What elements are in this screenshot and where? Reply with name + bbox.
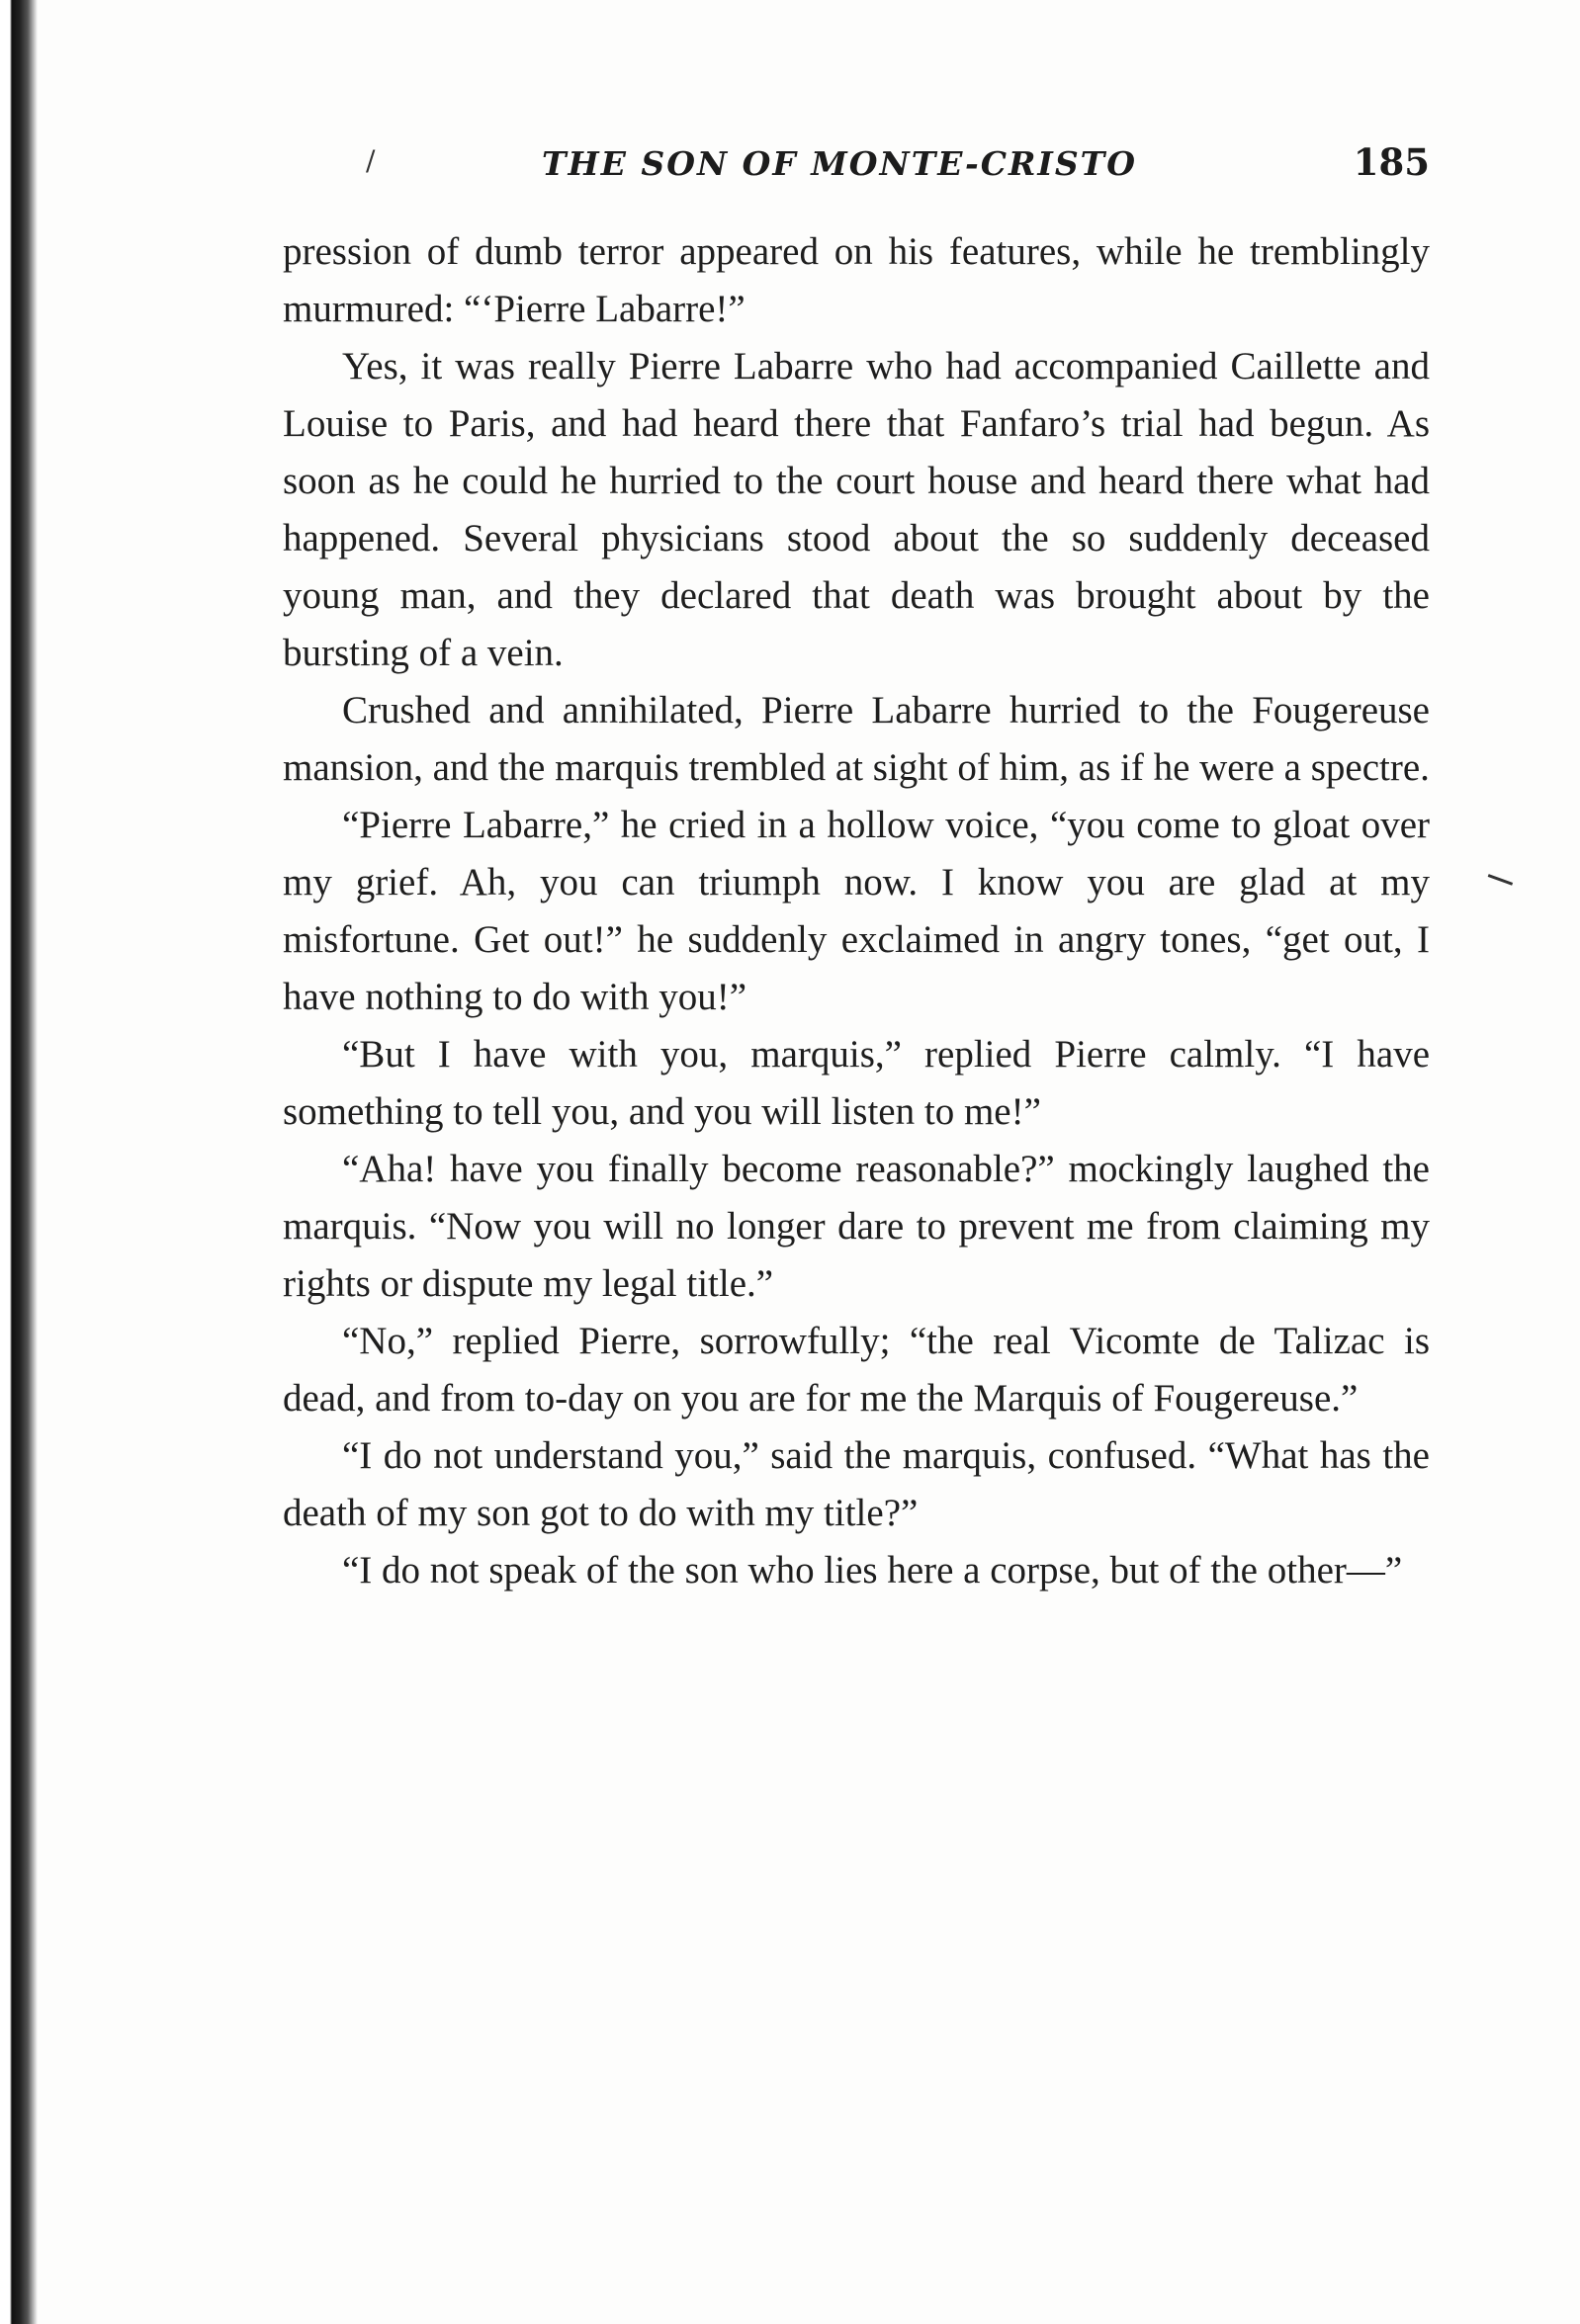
page-number: 185	[1353, 140, 1430, 184]
paragraph-8: “I do not understand you,” said the marquis, confused. “What has the death of my son got to do with my title?”	[283, 1434, 1430, 1534]
running-head	[283, 140, 1430, 200]
paragraph-2: Yes, it was really Pierre Labarre who had accompanied Caillette and Louise to Paris, and had heard there that Fanfaro’s trial had begun. As soon as he could he hurried to the court house and heard there what had happened. Several physicians stood about the so suddenly deceased young man, and they declared that death was brought about by the bursting of a vein.	[283, 345, 1430, 674]
paragraph-1: pression of dumb terror appeared on his features, while he tremblingly murmured: “‘Pierre Labarre!”	[283, 230, 1430, 330]
paragraph-3: Crushed and annihilated, Pierre Labarre hurried to the Fougereuse mansion, and the marquis trembled at sight of him, as if he were a spectre.	[283, 689, 1430, 789]
paragraph-5: “But I have with you, marquis,” replied Pierre calmly. “I have something to tell you, and you will listen to me!”	[283, 1033, 1430, 1133]
head-mark: /	[366, 144, 376, 177]
page-title: THE SON OF MONTE-CRISTO	[542, 144, 1137, 183]
paragraph-6: “Aha! have you finally become reasonable?” mockingly laughed the marquis. “Now you will no longer dare to prevent me from claiming my rights or dispute my legal title.”	[283, 1148, 1430, 1305]
paragraph-7: “No,” replied Pierre, sorrowfully; “the real Vicomte de Talizac is dead, and from to-day on you are for me the Marquis of Fougereuse.”	[283, 1320, 1430, 1420]
paragraph-4: “Pierre Labarre,” he cried in a hollow voice, “you come to gloat over my grief. Ah, you can triumph now. I know you are glad at my misfortune. Get out!” he suddenly exclaimed in angry tones, “get out, I have nothing to do with you!”	[283, 804, 1430, 1018]
paragraph-9: “I do not speak of the son who lies here a corpse, but of the other—”	[342, 1549, 1403, 1592]
binding-edge	[0, 0, 38, 2324]
margin-mark	[1483, 874, 1513, 899]
body-text	[283, 223, 1430, 1599]
